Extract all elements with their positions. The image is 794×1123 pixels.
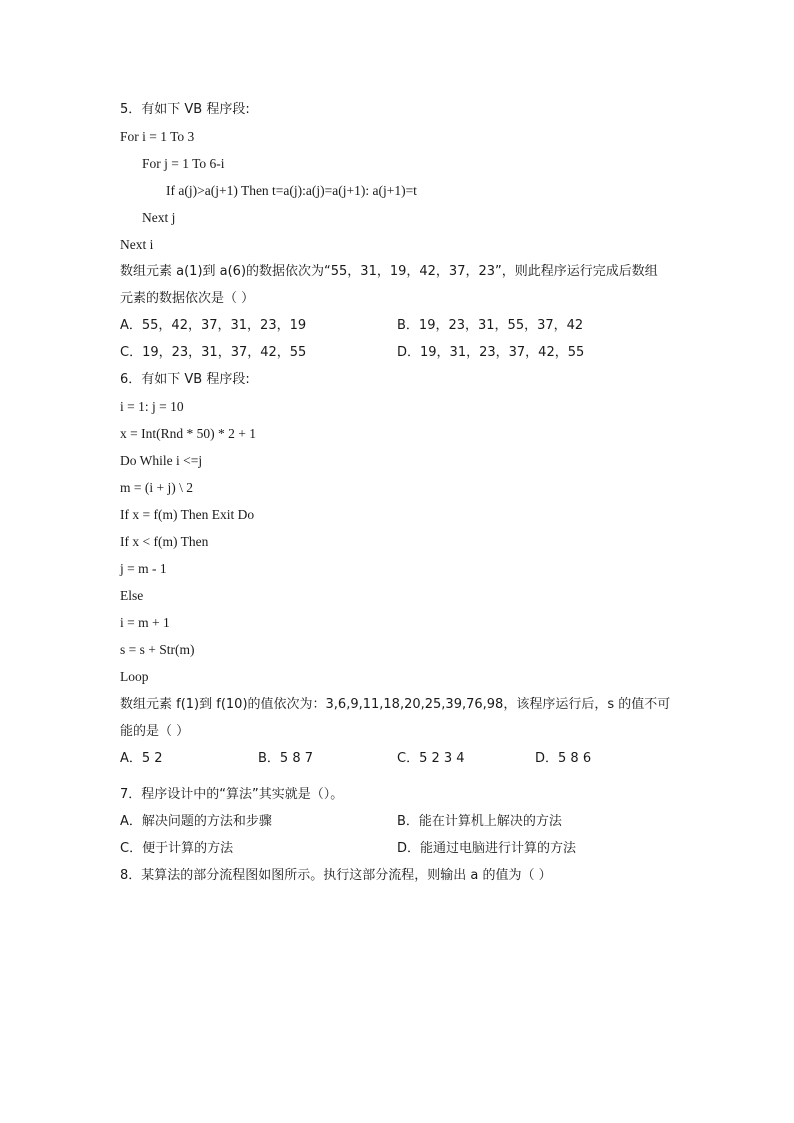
q5-stem: 5．有如下 VB 程序段:	[120, 102, 250, 117]
q6-code-line-7: j = m - 1	[120, 561, 167, 576]
q5-option-b: B．19，23，31，55，37，42	[397, 318, 584, 333]
q6-code-line-2: x = Int(Rnd * 50) * 2 + 1	[120, 426, 256, 441]
q5-code-line-3: If a(j)>a(j+1) Then t=a(j):a(j)=a(j+1): a(j+1)=t	[166, 183, 417, 198]
q7-option-c: C．便于计算的方法	[120, 841, 234, 856]
q7-stem: 7．程序设计中的“算法”其实就是（）。	[120, 787, 344, 802]
q5-description-line-1: 数组元素 a(1)到 a(6)的数据依次为“55，31，19，42，37，23”，则此程序运行完成后数组	[120, 264, 658, 279]
q6-code-line-8: Else	[120, 588, 144, 603]
q6-option-d: D．5 8 6	[535, 751, 592, 766]
q7-option-a: A．解决问题的方法和步骤	[120, 814, 272, 829]
q6-description-line-1: 数组元素 f(1)到 f(10)的值依次为：3,6,9,11,18,20,25,39,76,98，该程序运行后，s 的值不可	[120, 697, 671, 712]
q5-code-line-5: Next i	[120, 237, 154, 252]
q5-code-line-1: For i = 1 To 3	[120, 129, 195, 144]
q6-code-line-9: i = m + 1	[120, 615, 170, 630]
q5-option-c: C．19，23，31，37，42，55	[120, 345, 307, 360]
q5-code-line-4: Next j	[142, 210, 176, 225]
q6-option-c: C．5 2 3 4	[397, 751, 465, 766]
q7-option-b: B．能在计算机上解决的方法	[397, 814, 562, 829]
q8-stem: 8．某算法的部分流程图如图所示。执行这部分流程，则输出 a 的值为（ ）	[120, 868, 552, 883]
q6-code-line-6: If x < f(m) Then	[120, 534, 209, 549]
q6-code-line-4: m = (i + j) \ 2	[120, 480, 193, 495]
q6-description-line-2: 能的是（ ）	[120, 724, 190, 739]
q5-description-line-2: 元素的数据依次是（ ）	[120, 291, 255, 306]
q5-option-a: A．55，42，37，31，23，19	[120, 318, 307, 333]
q6-stem: 6．有如下 VB 程序段:	[120, 372, 250, 387]
q5-option-d: D．19，31，23，37，42，55	[397, 345, 585, 360]
q6-code-line-5: If x = f(m) Then Exit Do	[120, 507, 255, 522]
q6-code-line-10: s = s + Str(m)	[120, 642, 195, 657]
q5-code-line-2: For j = 1 To 6-i	[142, 156, 225, 171]
q6-code-line-11: Loop	[120, 669, 149, 684]
q6-code-line-3: Do While i <=j	[120, 453, 203, 468]
q7-option-d: D．能通过电脑进行计算的方法	[397, 841, 577, 856]
q6-option-a: A．5 2	[120, 751, 163, 766]
q6-option-b: B．5 8 7	[258, 751, 313, 766]
q6-code-line-1: i = 1: j = 10	[120, 399, 184, 414]
